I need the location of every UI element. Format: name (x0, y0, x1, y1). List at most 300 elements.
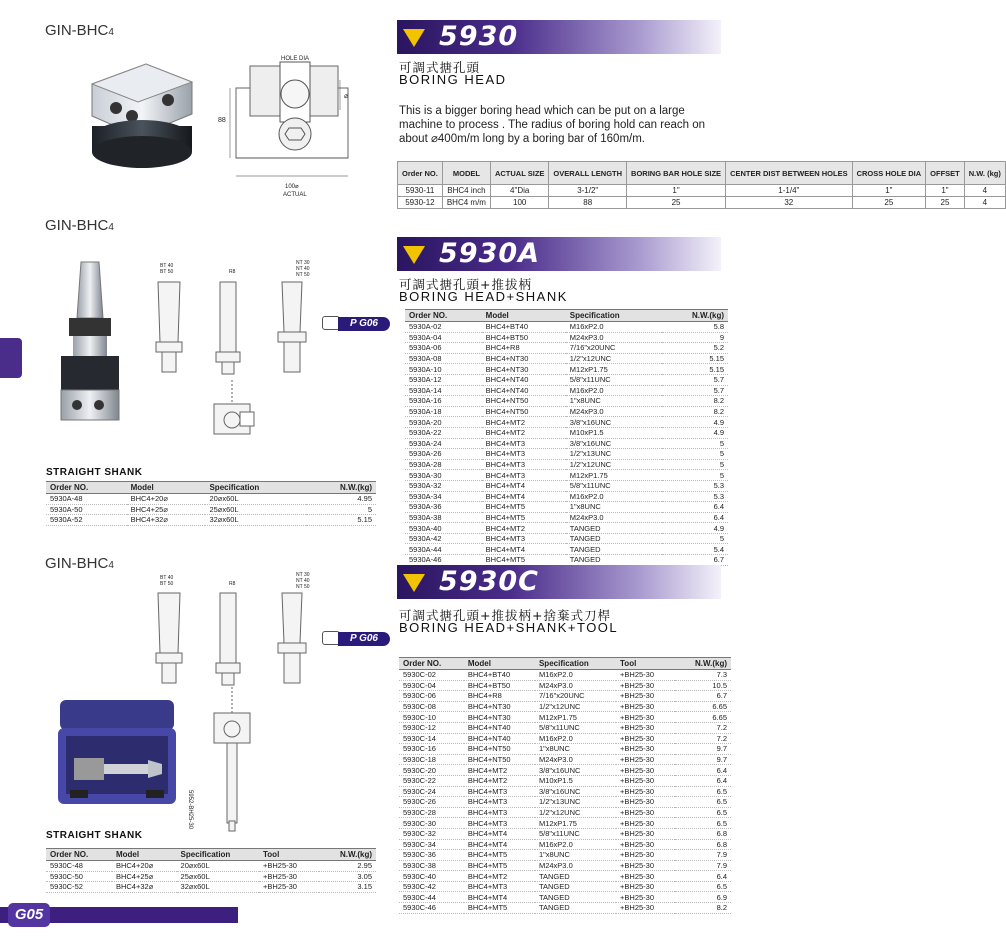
table-header-row (46, 849, 376, 861)
table-cell: +BH25-30 (616, 722, 675, 733)
table-cell: 9.7 (675, 754, 731, 765)
table-cell: +BH25-30 (616, 828, 675, 839)
table-cell: M12xP1.75 (535, 712, 616, 723)
table-header-row (405, 310, 728, 322)
table-cell: +BH25-30 (616, 670, 675, 681)
boring-head-shank-photo (55, 260, 125, 430)
table-cell: 5.15 (662, 364, 728, 375)
column-header: N.W. (kg) (964, 162, 1005, 185)
table-row (399, 712, 731, 723)
table-cell: BHC4+MT4 (482, 480, 566, 491)
table-cell: BHC4+NT30 (482, 353, 566, 364)
table-cell: TANGED (535, 892, 616, 903)
table-cell: BHC4+MT5 (482, 502, 566, 513)
table-cell: BHC4+25⌀ (127, 504, 206, 515)
table-row (405, 544, 728, 555)
table-cell: M10xP1.5 (566, 427, 662, 438)
table-cell: 3/8"x16UNC (566, 438, 662, 449)
table-cell: 20⌀x60L (205, 494, 306, 505)
table-cell: 5930C-34 (399, 839, 464, 850)
table-cell: 3/8"x16UNC (535, 786, 616, 797)
table-cell: BHC4+R8 (464, 691, 535, 702)
table-cell: BHC4+NT50 (482, 406, 566, 417)
table-cell: 20⌀x60L (177, 861, 259, 872)
table-cell: 5930-11 (398, 185, 443, 197)
table-row (399, 881, 731, 892)
table-cell: +BH25-30 (616, 712, 675, 723)
table-cell: 5930A-34 (405, 491, 482, 502)
column-header: CENTER DIST BETWEEN HOLES (726, 162, 853, 185)
table-cell: 5930C-12 (399, 722, 464, 733)
table-row (399, 786, 731, 797)
table-cell: BHC4+MT2 (482, 427, 566, 438)
table-cell: 5930C-30 (399, 818, 464, 829)
table-cell: 5930C-24 (399, 786, 464, 797)
table-cell: BHC4+MT3 (482, 449, 566, 460)
table-row (399, 744, 731, 755)
table-cell: BHC4+BT40 (482, 322, 566, 333)
table-cell: 32 (726, 197, 853, 209)
table-cell: +BH25-30 (259, 871, 319, 882)
table-cell: 5930C-38 (399, 860, 464, 871)
table-cell: 6.7 (662, 555, 728, 566)
column-header: Specification (205, 482, 306, 494)
table-cell: 5.2 (662, 343, 728, 354)
product-code: 5930C (439, 566, 539, 597)
table-cell: 7/16"x20UNC (566, 343, 662, 354)
table-cell: BHC4+R8 (482, 343, 566, 354)
table-cell: 5930A-14 (405, 385, 482, 396)
table-cell: 1" (627, 185, 726, 197)
title-en: BORING HEAD (399, 72, 507, 87)
table-cell: 5930A-46 (405, 555, 482, 566)
table-cell: 32⌀x60L (205, 515, 306, 526)
table-cell: 9 (662, 332, 728, 343)
table-cell: 5930A-04 (405, 332, 482, 343)
table-cell: BHC4+MT3 (464, 786, 535, 797)
table-row (405, 449, 728, 460)
straight-shank-label: STRAIGHT SHANK (46, 467, 143, 478)
table-cell: 5930A-06 (405, 343, 482, 354)
table-cell: +BH25-30 (616, 860, 675, 871)
table-cell: M16xP2.0 (566, 322, 662, 333)
title-cn: 可調式搪孔頭+推拔柄+捨棄式刀桿 (399, 608, 611, 623)
table-cell: BHC4+MT5 (464, 850, 535, 861)
table-cell: 2.95 (319, 861, 376, 872)
table-cell: BHC4+BT50 (464, 680, 535, 691)
table-cell: 5.7 (662, 374, 728, 385)
page-ref-link[interactable]: P G06 (338, 317, 390, 331)
table-row (405, 396, 728, 407)
table-cell: BHC4+MT4 (464, 828, 535, 839)
table-cell: 6.65 (675, 712, 731, 723)
table-cell: 7.9 (675, 860, 731, 871)
table-cell: 5/8"x11UNC (535, 722, 616, 733)
table-cell: BHC4+MT3 (482, 438, 566, 449)
table-cell: 3/8"x16UNC (566, 417, 662, 428)
table-cell: M16xP2.0 (566, 385, 662, 396)
table-cell: 5930C-26 (399, 797, 464, 808)
table-row (405, 438, 728, 449)
table-cell: 5.3 (662, 480, 728, 491)
table-cell: 5930A-52 (46, 515, 127, 526)
series-label-2: GIN-BHC4 (45, 217, 114, 234)
label-nt: NT 30 NT 40 NT 50 (296, 572, 310, 590)
table-cell: 5930A-10 (405, 364, 482, 375)
table-row (46, 504, 376, 515)
table-cell: 5930A-32 (405, 480, 482, 491)
title-en: BORING HEAD+SHANK+TOOL (399, 620, 619, 635)
table-cell: M16xP2.0 (566, 491, 662, 502)
table-row (399, 701, 731, 712)
table-cell: BHC4+MT5 (482, 512, 566, 523)
table-row (405, 406, 728, 417)
label-nt: NT 30 NT 40 NT 50 (296, 260, 310, 278)
table-cell: BHC4+NT50 (464, 754, 535, 765)
table-cell: 5930C-28 (399, 807, 464, 818)
table-cell: 5930C-02 (399, 670, 464, 681)
table-cell: BHC4+NT50 (464, 744, 535, 755)
table-row (405, 555, 728, 566)
table-cell: 9.7 (675, 744, 731, 755)
table-row (399, 754, 731, 765)
table-cell: +BH25-30 (616, 818, 675, 829)
table-cell: 88 (549, 197, 627, 209)
dim-100-label: 100⌀ (285, 184, 299, 190)
table-header-row (398, 162, 1006, 185)
table-cell: BHC4 m/m (442, 197, 490, 209)
straight-shank-table-5930a (46, 481, 376, 526)
table-cell: BHC4+MT2 (482, 417, 566, 428)
series-label-3: GIN-BHC4 (45, 555, 114, 572)
table-cell: 5930C-14 (399, 733, 464, 744)
table-cell: M24xP3.0 (566, 512, 662, 523)
table-row (399, 691, 731, 702)
actual-label: ACTUAL (283, 192, 307, 198)
table-cell: 25 (852, 197, 926, 209)
column-header: CROSS HOLE DIA (852, 162, 926, 185)
column-header: N.W.(kg) (306, 482, 376, 494)
table-row (399, 850, 731, 861)
table-cell: 25 (926, 197, 965, 209)
table-cell: 5/8"x11UNC (566, 374, 662, 385)
table-cell: 6.65 (675, 701, 731, 712)
table-cell: 5.8 (662, 322, 728, 333)
column-header: OVERALL LENGTH (549, 162, 627, 185)
table-cell: 5930A-12 (405, 374, 482, 385)
table-cell: 8.2 (662, 406, 728, 417)
table-cell: 5930C-18 (399, 754, 464, 765)
table-row (405, 512, 728, 523)
table-cell: M12xP1.75 (566, 470, 662, 481)
table-cell: 6.9 (675, 892, 731, 903)
table-cell: TANGED (566, 523, 662, 534)
table-cell: 4"Dia (490, 185, 548, 197)
dim-88-label: 88 (218, 117, 226, 124)
table-cell: 3.15 (319, 882, 376, 893)
table-cell: BHC4+25⌀ (112, 871, 177, 882)
table-cell: 1"x8UNC (566, 502, 662, 513)
table-cell: M16xP2.0 (535, 733, 616, 744)
straight-shank-label: STRAIGHT SHANK (46, 830, 143, 841)
column-header: Order NO. (399, 658, 464, 670)
table-cell: 3/8"x16UNC (535, 765, 616, 776)
table-cell: M24xP3.0 (566, 406, 662, 417)
table-cell: BHC4+32⌀ (127, 515, 206, 526)
table-cell: BHC4+NT40 (464, 722, 535, 733)
table-cell: 5/8"x11UNC (535, 828, 616, 839)
table-cell: 5930A-48 (46, 494, 127, 505)
product-code: 5930 (439, 21, 519, 52)
column-header: Order NO. (398, 162, 443, 185)
table-row (405, 480, 728, 491)
title-cn: 可調式搪孔頭+推拔柄 (399, 277, 532, 292)
table-cell: 5930C-52 (46, 882, 112, 893)
page-ref-link[interactable]: P G06 (338, 632, 390, 646)
table-row (405, 343, 728, 354)
table-cell: BHC4+MT3 (464, 881, 535, 892)
table-cell: 1"x8UNC (535, 744, 616, 755)
table-row (405, 385, 728, 396)
product-code: 5930A (439, 238, 541, 269)
series-label-1: GIN-BHC4 (45, 22, 114, 39)
table-row (405, 523, 728, 534)
table-cell: M24xP3.0 (535, 754, 616, 765)
column-header: ACTUAL SIZE (490, 162, 548, 185)
arrow-down-icon (403, 246, 425, 264)
table-cell: +BH25-30 (616, 797, 675, 808)
table-cell: BHC4+20⌀ (127, 494, 206, 505)
table-cell: BHC4+MT4 (464, 892, 535, 903)
table-cell: 5 (662, 449, 728, 460)
table-cell: +BH25-30 (259, 882, 319, 893)
table-cell: 5930A-22 (405, 427, 482, 438)
table-cell: 5930C-08 (399, 701, 464, 712)
table-cell: 8.2 (662, 396, 728, 407)
table-cell: +BH25-30 (616, 733, 675, 744)
table-cell: +BH25-30 (616, 892, 675, 903)
table-cell: 5930C-20 (399, 765, 464, 776)
table-cell: 6.5 (675, 807, 731, 818)
table-row (398, 197, 1006, 209)
table-cell: TANGED (535, 881, 616, 892)
table-cell: 5930A-40 (405, 523, 482, 534)
table-row (405, 491, 728, 502)
column-header: Tool (259, 849, 319, 861)
description: This is a bigger boring head which can be put on a large machine to process . The radius of boring hold can reach on about ⌀400m/m long by a boring bar of 160m/m. (399, 105, 705, 145)
table-cell: TANGED (566, 533, 662, 544)
table-cell: 5930A-36 (405, 502, 482, 513)
table-cell: 4.9 (662, 427, 728, 438)
table-cell: BHC4+MT4 (482, 491, 566, 502)
side-tab (0, 338, 22, 378)
table-cell: 4 (964, 185, 1005, 197)
table-cell: BHC4+NT30 (464, 712, 535, 723)
table-row (399, 892, 731, 903)
banner-5930a (397, 237, 721, 271)
table-cell: 5.7 (662, 385, 728, 396)
table-row (399, 775, 731, 786)
table-cell: TANGED (566, 555, 662, 566)
table-cell: 5930A-30 (405, 470, 482, 481)
table-cell: 4.95 (306, 494, 376, 505)
table-cell: 7.2 (675, 733, 731, 744)
table-cell: 5930A-08 (405, 353, 482, 364)
table-cell: 5930C-06 (399, 691, 464, 702)
table-row (399, 860, 731, 871)
table-row (399, 722, 731, 733)
column-header: Order NO. (46, 482, 127, 494)
table-row (399, 903, 731, 914)
table-cell: BHC4+MT3 (482, 459, 566, 470)
column-header: N.W.(kg) (675, 658, 731, 670)
table-cell: +BH25-30 (616, 744, 675, 755)
table-cell: BHC4+MT4 (482, 544, 566, 555)
table-row (399, 733, 731, 744)
table-cell: 1/2"x13UNC (535, 797, 616, 808)
table-row (405, 502, 728, 513)
table-cell: BHC4+MT5 (482, 555, 566, 566)
table-row (399, 828, 731, 839)
label-r8: R8 (229, 269, 236, 275)
table-cell: 5.3 (662, 491, 728, 502)
table-cell: 5930A-20 (405, 417, 482, 428)
table-cell: +BH25-30 (616, 903, 675, 914)
table-cell: M16xP2.0 (535, 670, 616, 681)
table-cell: 5930C-04 (399, 680, 464, 691)
page-number: G05 (8, 903, 50, 927)
table-cell: 1/2"x12UNC (535, 701, 616, 712)
table-cell: M24xP3.0 (535, 860, 616, 871)
table-cell: +BH25-30 (616, 850, 675, 861)
table-cell: 5.15 (306, 515, 376, 526)
title-en: BORING HEAD+SHANK (399, 289, 568, 304)
table-cell: 5930C-40 (399, 871, 464, 882)
banner-5930c (397, 565, 721, 599)
table-row (398, 185, 1006, 197)
table-cell: 8.2 (675, 903, 731, 914)
table-cell: M10xP1.5 (535, 775, 616, 786)
table-cell: +BH25-30 (616, 680, 675, 691)
table-cell: 1" (852, 185, 926, 197)
table-cell: 5 (662, 533, 728, 544)
table-cell: BHC4+BT50 (482, 332, 566, 343)
table-cell: 6.8 (675, 839, 731, 850)
table-cell: 5930C-44 (399, 892, 464, 903)
table-cell: 7.2 (675, 722, 731, 733)
table-row (405, 459, 728, 470)
arrow-down-icon (403, 574, 425, 592)
table-cell: BHC4+NT40 (464, 733, 535, 744)
table-cell: 5930A-44 (405, 544, 482, 555)
column-header: OFFSET (926, 162, 965, 185)
table-cell: +BH25-30 (616, 839, 675, 850)
table-row (46, 861, 376, 872)
table-cell: BHC4+NT50 (482, 396, 566, 407)
table-cell: 100 (490, 197, 548, 209)
table-cell: BHC4+MT4 (464, 839, 535, 850)
table-cell: 5/8"x11UNC (566, 480, 662, 491)
table-row (399, 680, 731, 691)
table-cell: 6.4 (662, 502, 728, 513)
table-cell: 5.15 (662, 353, 728, 364)
table-cell: BHC4+MT3 (464, 797, 535, 808)
table-cell: BHC4+MT2 (464, 765, 535, 776)
table-row (46, 494, 376, 505)
table-cell: 5930C-32 (399, 828, 464, 839)
table-row (405, 374, 728, 385)
label-r8: R8 (229, 581, 236, 587)
table-cell: 3-1/2" (549, 185, 627, 197)
table-cell: +BH25-30 (616, 691, 675, 702)
table-cell: 6.4 (675, 871, 731, 882)
straight-shank-table-5930c (46, 848, 376, 893)
table-row (46, 515, 376, 526)
table-cell: 5930A-16 (405, 396, 482, 407)
table-cell: 32⌀x60L (177, 882, 259, 893)
table-row (405, 427, 728, 438)
column-header: Model (127, 482, 206, 494)
table-row (399, 670, 731, 681)
table-cell: BHC4 inch (442, 185, 490, 197)
table-row (399, 807, 731, 818)
table-row (405, 332, 728, 343)
table-cell: 6.4 (675, 775, 731, 786)
column-header: Specification (535, 658, 616, 670)
table-row (399, 818, 731, 829)
table-cell: BHC4+MT3 (482, 470, 566, 481)
boring-head-photo (86, 56, 198, 176)
table-row (399, 839, 731, 850)
table-cell: 5930C-46 (399, 903, 464, 914)
spec-table-5930a (405, 309, 728, 566)
column-header: Order NO. (46, 849, 112, 861)
table-cell: M12xP1.75 (566, 364, 662, 375)
table-cell: 25⌀x60L (205, 504, 306, 515)
table-cell: 4.9 (662, 417, 728, 428)
table-cell: 1"x8UNC (535, 850, 616, 861)
table-row (405, 364, 728, 375)
table-cell: 6.4 (662, 512, 728, 523)
table-row (405, 533, 728, 544)
table-cell: +BH25-30 (616, 871, 675, 882)
table-cell: 1-1/4" (726, 185, 853, 197)
column-header: N.W.(kg) (662, 310, 728, 322)
table-cell: BHC4+MT3 (464, 807, 535, 818)
table-cell: +BH25-30 (259, 861, 319, 872)
table-cell: 5.4 (662, 544, 728, 555)
table-cell: 5930A-18 (405, 406, 482, 417)
table-cell: 5 (662, 459, 728, 470)
table-cell: 7/16"x20UNC (535, 691, 616, 702)
table-cell: 6.5 (675, 797, 731, 808)
table-cell: 5930A-26 (405, 449, 482, 460)
table-cell: 6.4 (675, 765, 731, 776)
table-cell: 5930A-38 (405, 512, 482, 523)
table-cell: 5930A-42 (405, 533, 482, 544)
table-cell: 1"x8UNC (566, 396, 662, 407)
table-cell: 1/2"x13UNC (566, 449, 662, 460)
table-cell: 5930A-02 (405, 322, 482, 333)
table-cell: BHC4+NT30 (464, 701, 535, 712)
table-cell: 5930-12 (398, 197, 443, 209)
table-cell: 25 (627, 197, 726, 209)
table-cell: 6.5 (675, 881, 731, 892)
table-cell: BHC4+NT30 (482, 364, 566, 375)
table-cell: 4.9 (662, 523, 728, 534)
table-cell: BHC4+20⌀ (112, 861, 177, 872)
table-cell: 5 (662, 438, 728, 449)
